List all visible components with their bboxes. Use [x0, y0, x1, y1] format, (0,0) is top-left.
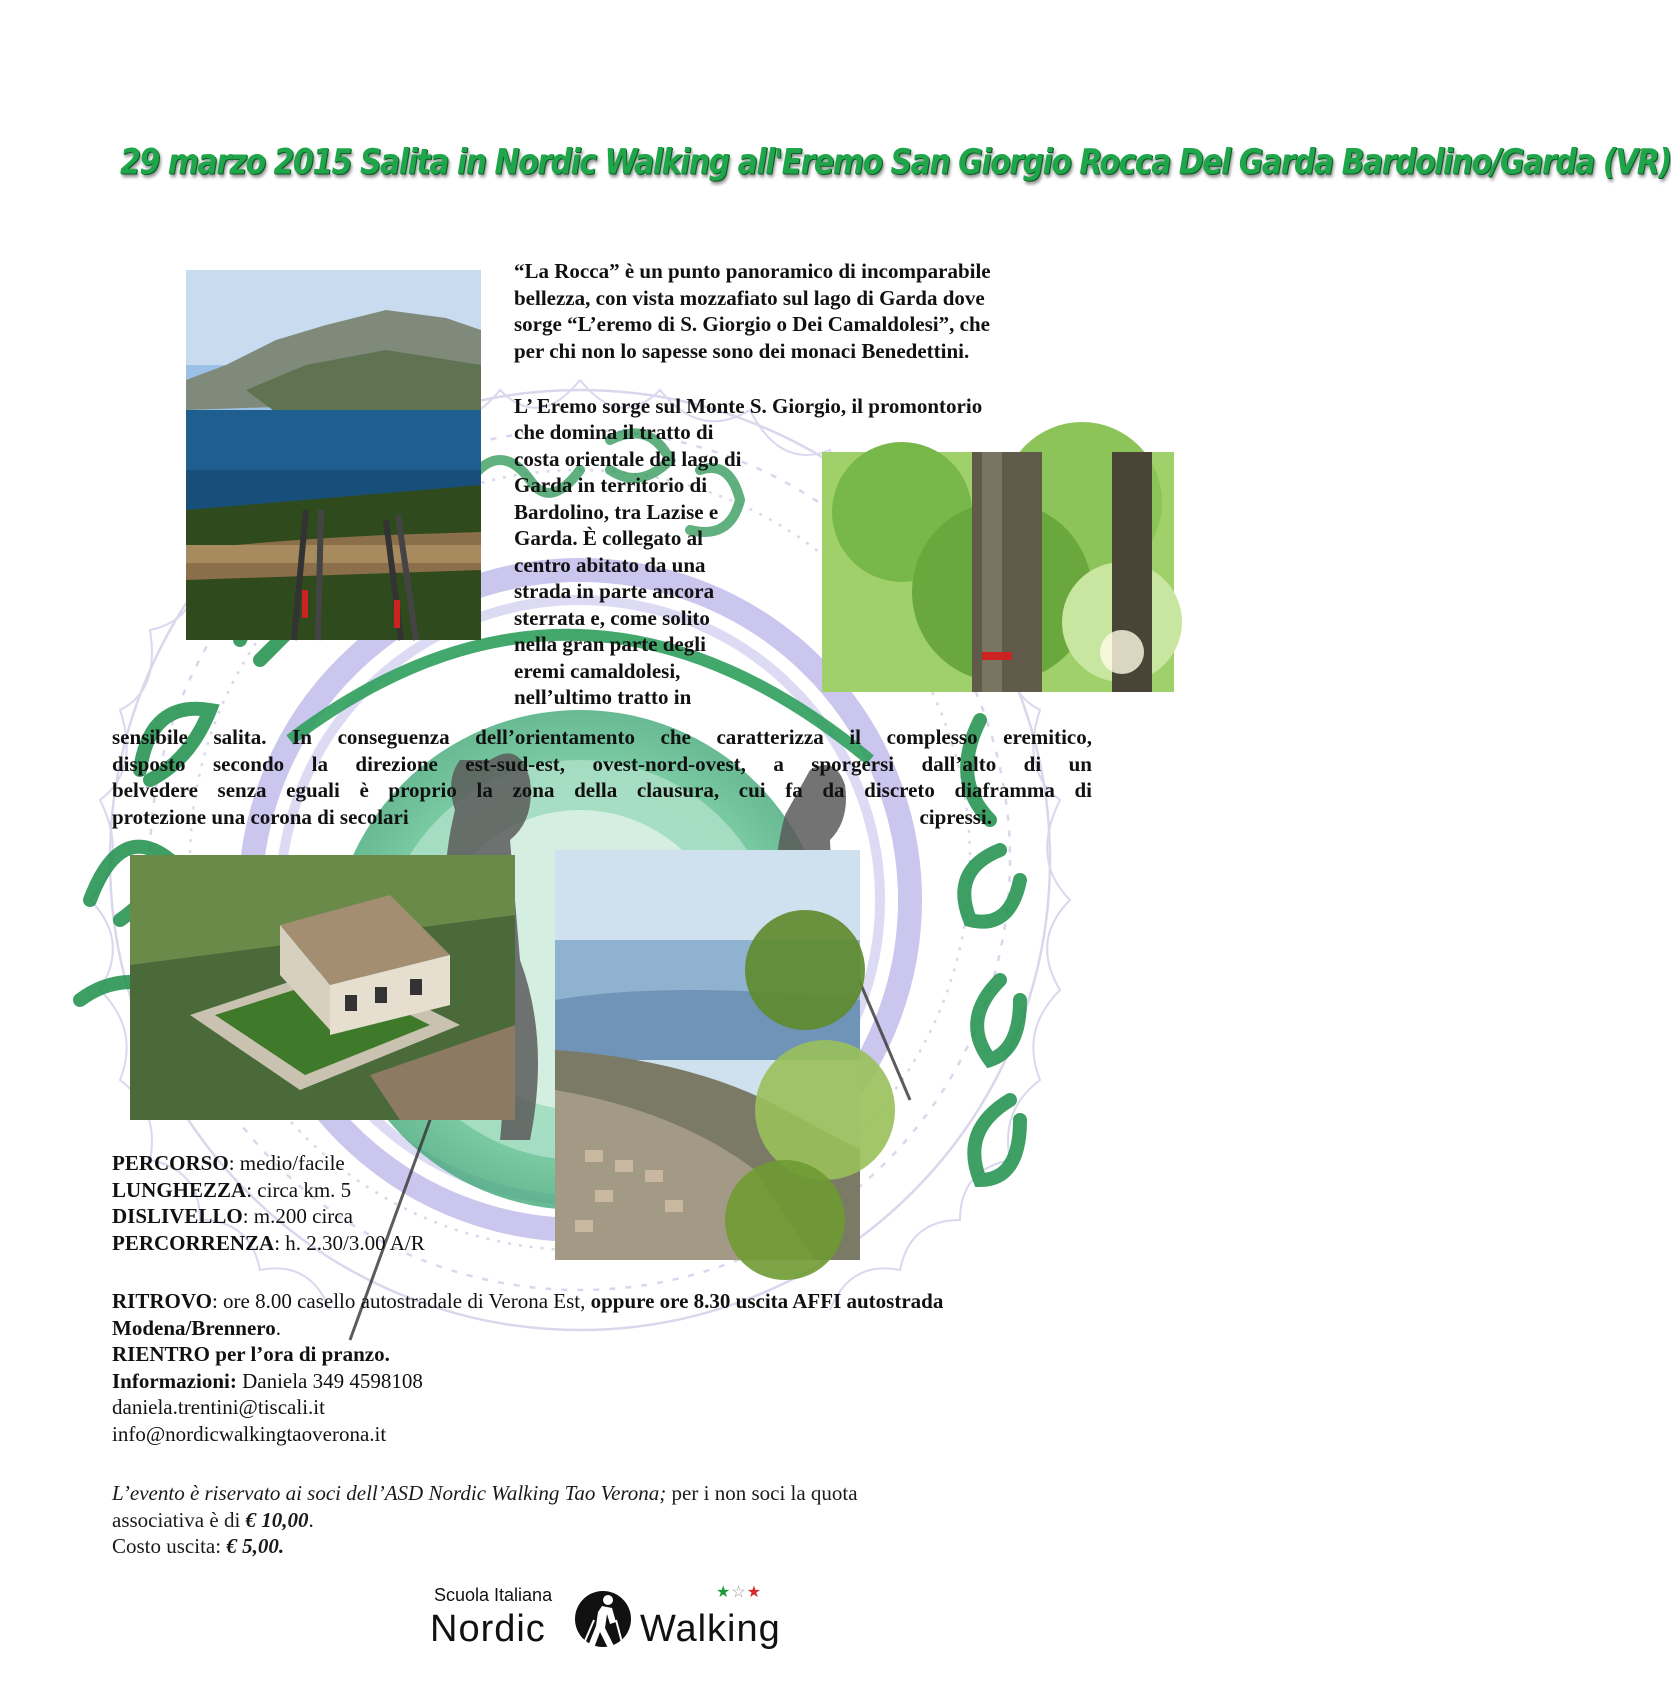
text-line: sterrata e, come solito — [514, 605, 710, 630]
nordic-walker-emblem-icon — [572, 1584, 634, 1654]
detail-label: DISLIVELLO — [112, 1204, 243, 1228]
cost-label: Costo uscita: — [112, 1534, 227, 1558]
hermitage-paragraph-first-line — [514, 393, 1074, 420]
text-line: Garda. È collegato al — [514, 526, 703, 550]
lake-garda-photo — [186, 270, 481, 640]
email-info[interactable]: info@nordicwalkingtaoverona.it — [112, 1421, 387, 1446]
text-line: sensibile salita. In conseguenza dell’orientamento che caratterizza il complesso eremitico, — [112, 725, 1092, 749]
text-line: disposto secondo la direzione est-sud-est, ovest-nord-ovest, a sporgersi dall’alto di un — [112, 751, 1092, 776]
meeting-info — [112, 1288, 1092, 1447]
logo-walking-text: Walking — [640, 1608, 781, 1650]
detail-row-lunghezza — [112, 1177, 425, 1204]
info-line — [112, 1368, 1092, 1395]
text-line: per chi non lo sapesse sono dei monaci Benedettini. — [514, 338, 970, 363]
rientro-line — [112, 1341, 1092, 1368]
logo-stars-icon — [716, 1582, 762, 1602]
text-line: protezione una corona di secolari — [112, 804, 409, 829]
ritrovo-end: . — [275, 1315, 281, 1340]
detail-label: PERCORRENZA — [112, 1230, 275, 1255]
text-line: centro abitato da una — [514, 552, 706, 577]
hermitage-paragraph-narrow-column — [514, 419, 844, 711]
text-line: Bardolino, tra Lazise e — [514, 499, 719, 524]
route-details — [112, 1150, 425, 1256]
ritrovo-label: RITROVO — [112, 1289, 212, 1313]
info-label: Informazioni: — [112, 1368, 237, 1393]
membership-fee-end: . — [308, 1507, 314, 1532]
text-line: L’ Eremo sorge sul Monte S. Giorgio, il promontorio — [514, 394, 983, 418]
text-line: bellezza, con vista mozzafiato sul lago di Garda dove — [514, 285, 985, 310]
logo-nordic-text: Nordic — [430, 1608, 546, 1650]
detail-label: PERCORSO — [112, 1151, 229, 1175]
bardolino-aerial-view-photo — [555, 850, 860, 1260]
detail-value: : h. 2.30/3.00 A/R — [274, 1230, 425, 1255]
forest-trail-photo — [822, 452, 1174, 692]
star-green-icon: ★ — [716, 1584, 732, 1601]
detail-value: : medio/facile — [228, 1151, 345, 1175]
text-line: nell’ultimo tratto in — [514, 685, 692, 709]
ritrovo-line — [112, 1288, 1092, 1315]
email-daniela[interactable]: daniela.trentini@tiscali.it — [112, 1395, 325, 1419]
detail-row-dislivello — [112, 1203, 425, 1230]
ritrovo-line-2 — [112, 1315, 1092, 1342]
ritrovo-alt-2: Modena/Brennero — [112, 1315, 276, 1340]
non-members-note: per i non soci la quota — [666, 1481, 858, 1505]
membership-fee-text: associativa è di — [112, 1507, 246, 1532]
detail-row-percorrenza — [112, 1230, 425, 1257]
text-line: sorge “L’eremo di S. Giorgio o Dei Camaldolesi”, che — [514, 312, 990, 336]
star-red-icon: ★ — [746, 1584, 763, 1601]
detail-value: : circa km. 5 — [246, 1177, 352, 1202]
text-line: nella gran parte degli — [514, 632, 706, 656]
ritrovo-text: : ore 8.00 casello autostradale di Verona Est, — [211, 1289, 591, 1313]
text-line: “La Rocca” è un punto panoramico di incomparabile — [514, 259, 991, 283]
page-title: 29 marzo 2015 Salita in Nordic Walking all'Eremo San Giorgio Rocca Del Garda Bardolino/Garda (VR) — [120, 142, 1671, 183]
text-line: che domina il tratto di — [514, 420, 714, 444]
detail-value: : m.200 circa — [242, 1204, 353, 1228]
members-only-note: L’evento è riservato ai soci dell’ASD Nordic Walking Tao Verona; — [112, 1481, 667, 1505]
intro-paragraph — [514, 258, 1074, 364]
hermitage-paragraph-wide — [112, 724, 1092, 830]
text-line: cipressi. — [919, 804, 992, 829]
star-white-icon: ☆ — [731, 1584, 747, 1601]
text-line: costa orientale del lago di — [514, 446, 742, 471]
detail-label: LUNGHEZZA — [112, 1177, 247, 1202]
rientro-text: RIENTRO per l’ora di pranzo. — [112, 1342, 390, 1366]
hermitage-building-photo — [130, 855, 515, 1120]
text-line: belvedere senza eguali è proprio la zona della clausura, cui fa da discreto diaframma di — [112, 778, 1092, 802]
detail-row-percorso — [112, 1150, 425, 1177]
ritrovo-alt: oppure ore 8.30 uscita AFFI autostrada — [590, 1289, 944, 1313]
event-note-line-1 — [112, 1480, 1012, 1507]
event-note — [112, 1480, 1012, 1560]
logo-school-text: Scuola Italiana — [434, 1585, 553, 1605]
text-line: Garda in territorio di — [514, 473, 708, 497]
text-line: strada in parte ancora — [514, 579, 715, 603]
event-note-line-2 — [112, 1507, 1012, 1534]
text-line: eremi camaldolesi, — [514, 658, 681, 683]
info-phone: Daniela 349 4598108 — [236, 1368, 423, 1393]
event-note-line-3 — [112, 1533, 1012, 1560]
membership-fee-price: € 10,00 — [245, 1507, 309, 1532]
cost-value: € 5,00. — [226, 1534, 285, 1558]
